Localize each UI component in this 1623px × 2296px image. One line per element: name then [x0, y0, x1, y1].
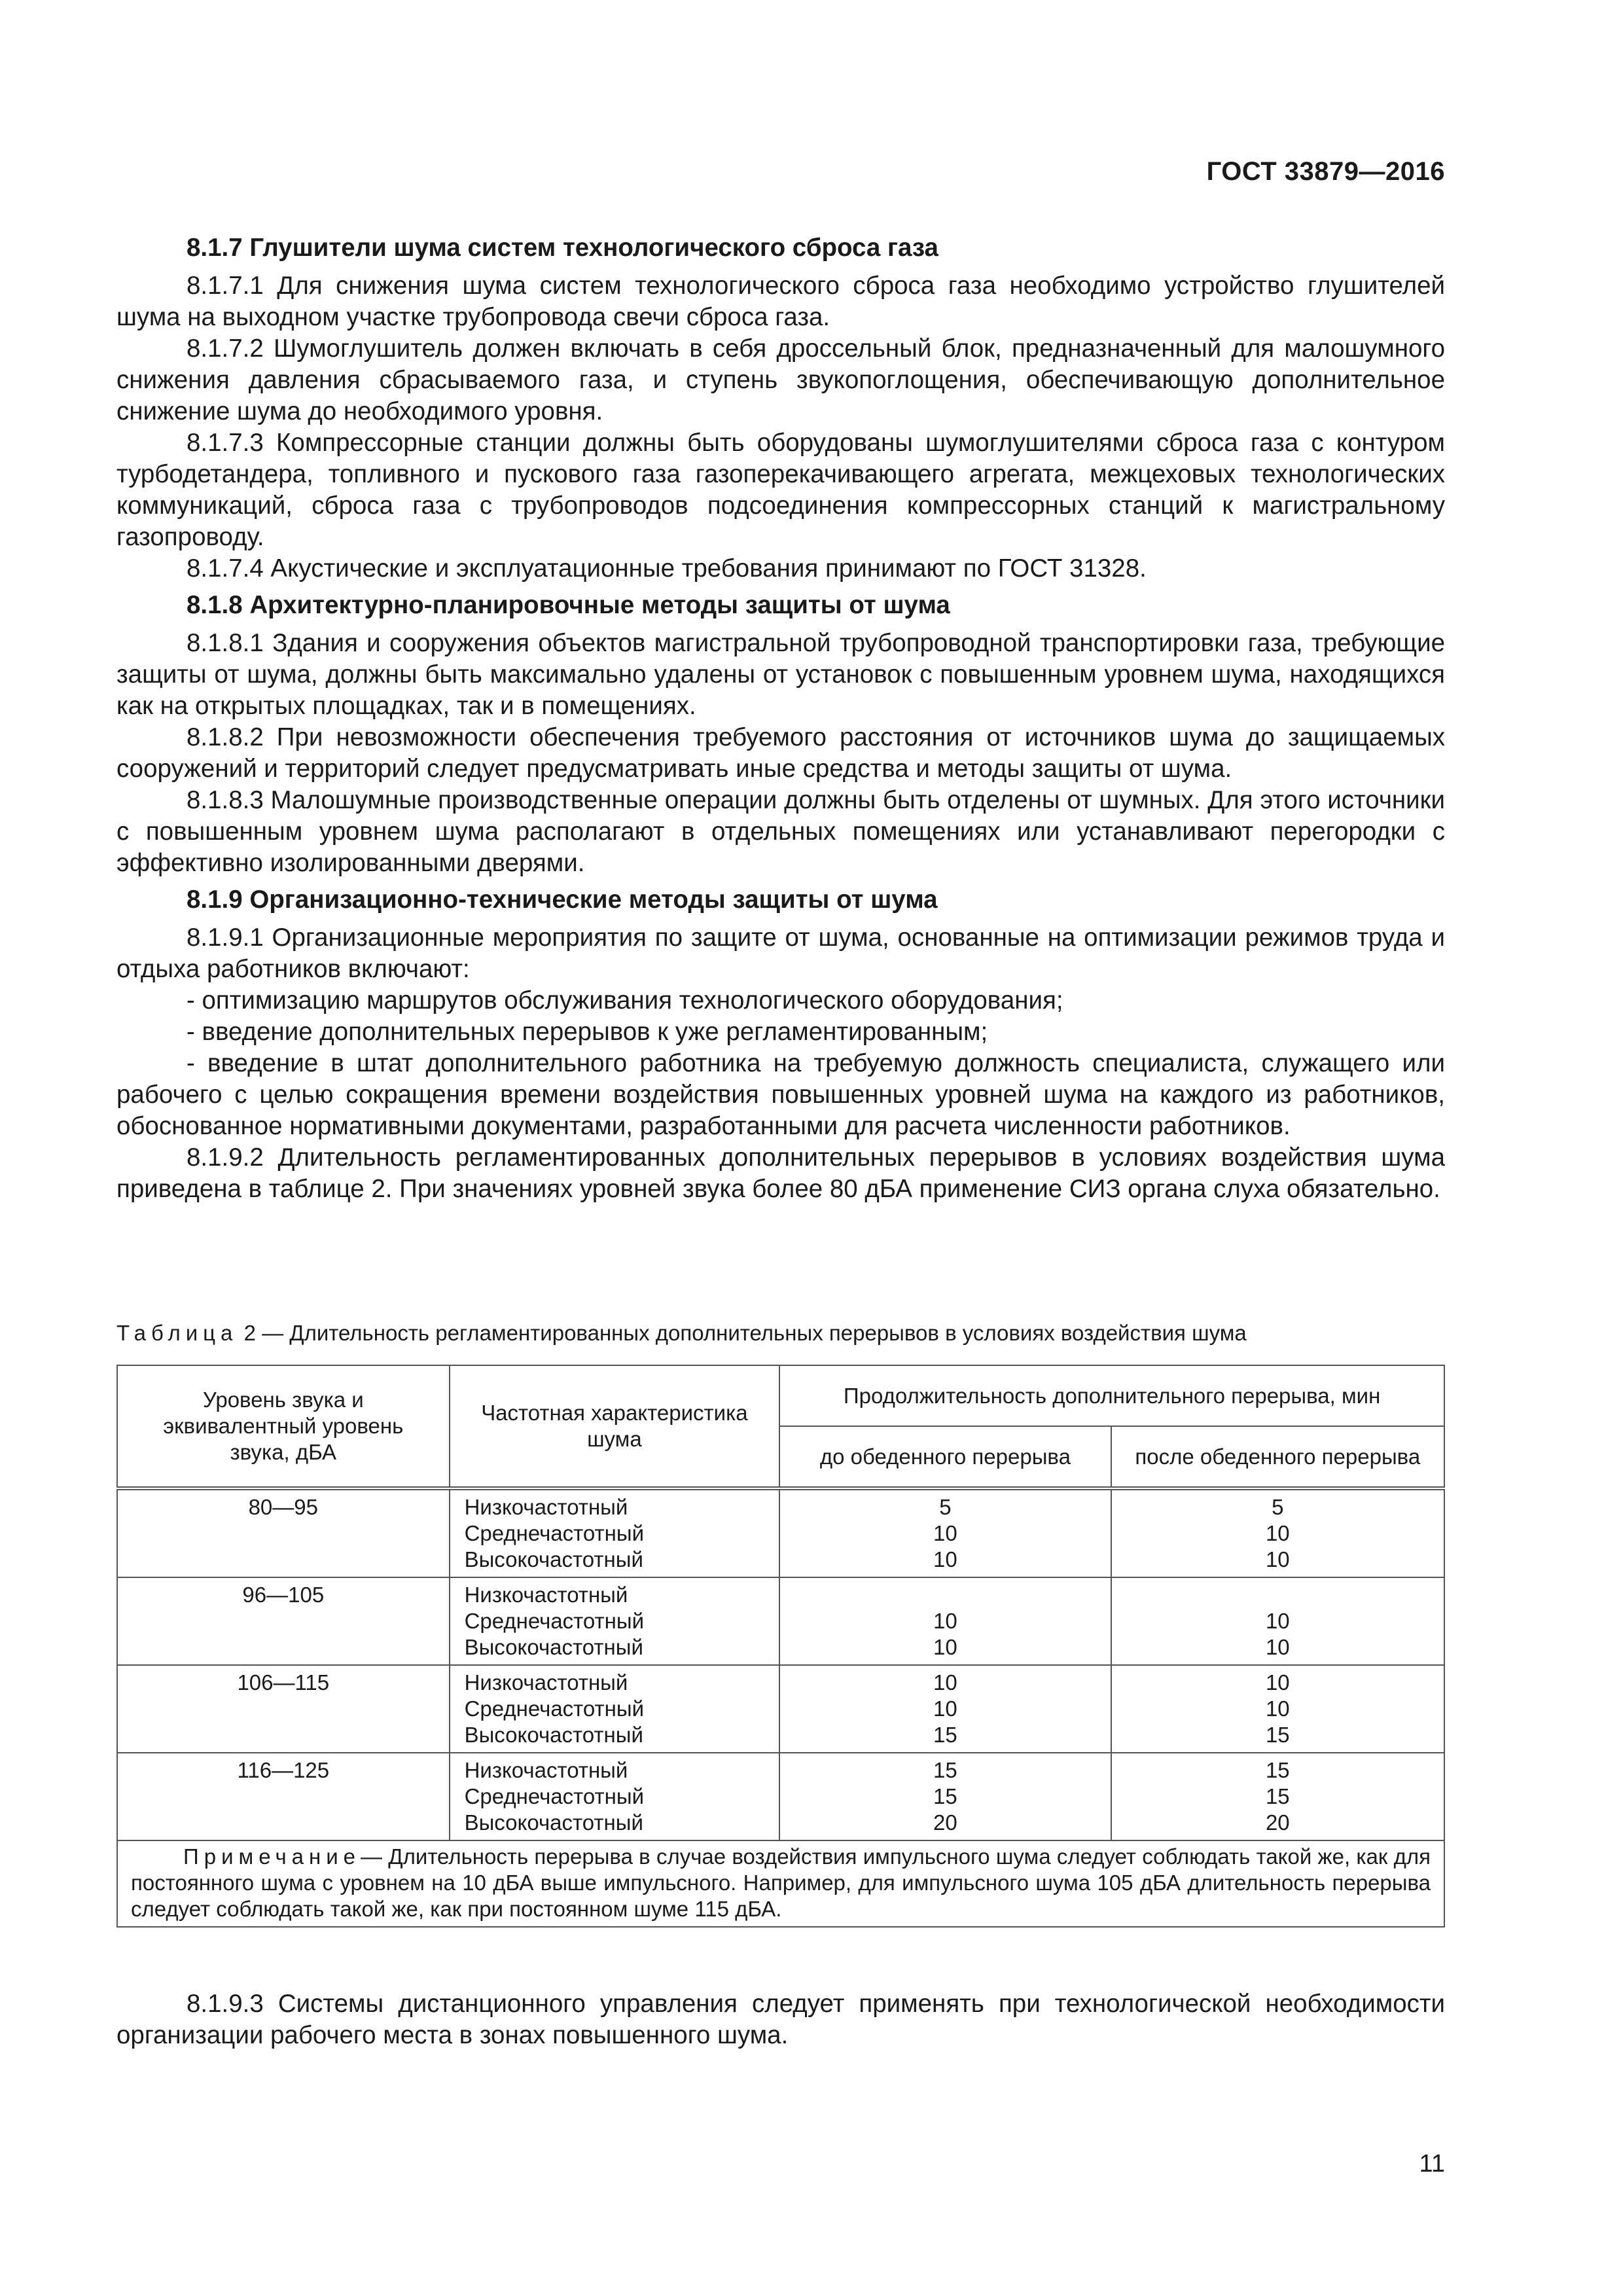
table-row: [117, 1753, 1444, 1840]
paragraph-8-1-8-2: 8.1.8.2 При невозможности обеспечения требуемого расстояния от источников шума до защищаемых сооружений и территорий следует предусматривать иные средства и методы защиты от шума.: [116, 723, 1445, 783]
list-item: - введение в штат дополнительного работника на требуемую должность специалиста, служащего или рабочего с целью сокращения времени воздействия повышенных уровней шума на каждого из работников, обоснованное нормативными документами, разработанными для расчета численности работников.: [116, 1049, 1445, 1140]
after-lunch-cell: 10 10: [1111, 1577, 1444, 1665]
header-duration: Продолжительность дополнительного перерыва, мин: [779, 1365, 1444, 1426]
before-lunch-cell: 15 15 20: [779, 1753, 1111, 1840]
section-8-1-9-heading: 8.1.9 Организационно-технические методы защиты от шума: [187, 886, 938, 914]
table-caption-text: 2 — Длительность регламентированных дополнительных перерывов в условиях воздействия шума: [243, 1321, 1247, 1345]
paragraph-8-1-9-2: 8.1.9.2 Длительность регламентированных дополнительных перерывов в условиях воздействия шума приведена в таблице 2. При значениях уровней звука более 80 дБА применение СИЗ органа слуха обязательно.: [116, 1143, 1445, 1203]
main-text: [116, 232, 1445, 1205]
level-cell: 106—115: [117, 1665, 450, 1753]
paragraph-8-1-9-3: 8.1.9.3 Системы дистанционного управления следует применять при технологической необходимости организации рабочего места в зонах повышенного шума.: [116, 1990, 1445, 2049]
after-lunch-cell: 5 10 10: [1111, 1488, 1444, 1577]
level-cell: 80—95: [117, 1488, 450, 1577]
frequency-cell: Низкочастотный Среднечастотный Высокочастотный: [450, 1577, 780, 1665]
noise-break-table: [116, 1365, 1445, 1928]
frequency-cell: Низкочастотный Среднечастотный Высокочастотный: [450, 1665, 780, 1753]
paragraph-8-1-8-1: 8.1.8.1 Здания и сооружения объектов магистральной трубопроводной транспортировки газа, требующие защиты от шума, должны быть максимально удалены от установок с повышенным уровнем шума, находящихся как на открытых площадках, так и в помещениях.: [116, 629, 1445, 720]
table-note-row: [117, 1840, 1444, 1927]
paragraph-8-1-7-3: 8.1.7.3 Компрессорные станции должны быть оборудованы шумоглушителями сброса газа с контуром турбодетандера, топливного и пускового газа газоперекачивающего агрегата, межцеховых технологических коммуникаций, сброса газа с трубопроводов подсоединения компрессорных станций к магистральному газопроводу.: [116, 429, 1445, 551]
table-row: [117, 1577, 1444, 1665]
page-number: 11: [1419, 2150, 1445, 2178]
table-note: [117, 1840, 1444, 1927]
before-lunch-cell: 10 10 15: [779, 1665, 1111, 1753]
table-row: [117, 1488, 1444, 1577]
section-8-1-8-heading: 8.1.8 Архитектурно-планировочные методы защиты от шума: [187, 591, 950, 619]
frequency-cell: Низкочастотный Среднечастотный Высокочастотный: [450, 1753, 780, 1840]
paragraph-8-1-8-3: 8.1.8.3 Малошумные производственные операции должны быть отделены от шумных. Для этого источники с повышенным уровнем шума располагают в отдельных помещениях или устанавливают перегородки с эффективно изолированными дверями.: [116, 786, 1445, 877]
after-lunch-cell: 15 15 20: [1111, 1753, 1444, 1840]
note-text: — Длительность перерыва в случае воздействия импульсного шума следует соблюдать такой же, как для постоянного шума с уровнем на 10 дБА выше импульсного. Например, для импульсного шума 105 дБА длительность перерыва следует соблюдать такой же, как при постоянном шуме 115 дБА.: [131, 1844, 1431, 1921]
table-caption-label: Таблица: [116, 1321, 238, 1345]
before-lunch-cell: 10 10: [779, 1577, 1111, 1665]
table-caption: [116, 1319, 1247, 1348]
note-label: Примечание: [183, 1844, 361, 1869]
after-lunch-cell: 10 10 15: [1111, 1665, 1444, 1753]
document-code: ГОСТ 33879—2016: [1206, 157, 1445, 186]
after-table-text: [116, 1988, 1445, 2051]
paragraph-8-1-9-1: 8.1.9.1 Организационные мероприятия по защите от шума, основанные на оптимизации режимов труда и отдыха работников включают:: [116, 924, 1445, 983]
header-frequency: Частотная характеристика шума: [450, 1365, 780, 1488]
table-row: [117, 1665, 1444, 1753]
list-item: - оптимизацию маршрутов обслуживания технологического оборудования;: [187, 986, 1063, 1014]
before-lunch-cell: 5 10 10: [779, 1488, 1111, 1577]
header-after-lunch: после обеденного перерыва: [1111, 1426, 1444, 1488]
frequency-cell: Низкочастотный Среднечастотный Высокочастотный: [450, 1488, 780, 1577]
header-level: Уровень звука и эквивалентный уровень звука, дБА: [117, 1365, 450, 1488]
table-body: [117, 1488, 1444, 1927]
section-8-1-7-heading: 8.1.7 Глушители шума систем технологического сброса газа: [187, 234, 938, 262]
list-item: - введение дополнительных перерывов к уже регламентированным;: [187, 1018, 988, 1046]
header-before-lunch: до обеденного перерыва: [779, 1426, 1111, 1488]
level-cell: 96—105: [117, 1577, 450, 1665]
paragraph-8-1-7-4: 8.1.7.4 Акустические и эксплуатационные требования принимают по ГОСТ 31328.: [187, 554, 1147, 583]
level-cell: 116—125: [117, 1753, 450, 1840]
paragraph-8-1-7-1: 8.1.7.1 Для снижения шума систем технологического сброса газа необходимо устройство глушителей шума на выходном участке трубопровода свечи сброса газа.: [116, 272, 1445, 331]
paragraph-8-1-7-2: 8.1.7.2 Шумоглушитель должен включать в себя дроссельный блок, предназначенный для малошумного снижения давления сбрасываемого газа, и ступень звукопоглощения, обеспечивающую дополнительное снижение шума до необходимого уровня.: [116, 334, 1445, 425]
